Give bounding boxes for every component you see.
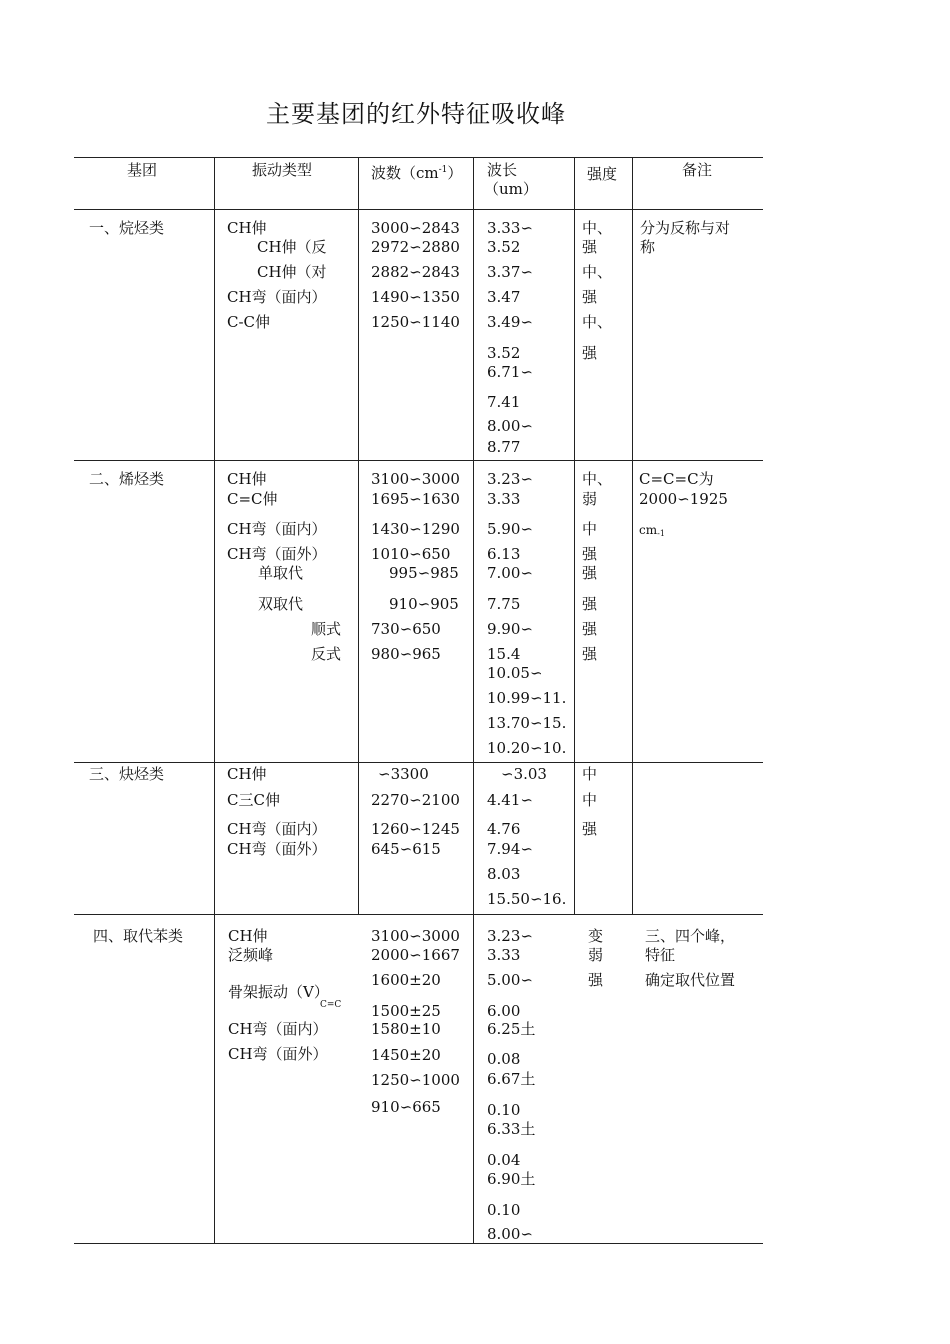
wavenumber-value: 1500±25 [371,1002,441,1020]
vibration-type: 反式 [311,645,342,663]
wavelength-value: 3.52 [487,238,521,256]
intensity-value: 中、 [582,470,613,488]
wavelength-value: 8.77 [487,438,521,456]
note-text: C=C=C为 [639,470,714,488]
vibration-type: 骨架振动（V） [228,983,329,1001]
wavelength-value: 8.03 [487,865,521,883]
wavelength-value: 3.23∽ [487,470,533,488]
wavelength-value: 6.00 [487,1002,521,1020]
wavelength-value: 10.99∽11. [487,689,567,707]
wavelength-value: 5.00∽ [487,971,533,989]
wavenumber-value: 1430∽1290 [371,520,460,538]
group-label: 四、取代苯类 [93,927,184,945]
intensity-value: 强 [582,344,598,362]
vibration-type: CH伸 [227,219,267,237]
wavenumber-value: 2000∽1667 [371,946,460,964]
note-text: 2000∽1925 [639,490,728,508]
intensity-value: 中 [582,791,598,809]
wavelength-value: 13.70∽15. [487,714,567,732]
header-vibration-type: 振动类型 [252,161,313,179]
header-group: 基团 [127,161,158,179]
group-label: 三、炔烃类 [89,765,165,783]
intensity-value: 弱 [588,946,604,964]
intensity-value: 中、 [582,313,613,331]
header-intensity: 强度 [587,165,618,183]
wavelength-value: ∽3.03 [501,765,547,783]
vibration-type: 单取代 [258,564,304,582]
wavelength-value: 3.33 [487,490,521,508]
intensity-value: 中 [582,520,598,538]
wavelength-value: 0.10 [487,1201,521,1219]
intensity-value: 强 [582,545,598,563]
header-bottom-rule [74,209,763,210]
wavenumber-value: 910∽665 [371,1098,441,1116]
intensity-value: 中、 [582,219,613,237]
wavelength-value: 10.05∽ [487,664,543,682]
note-text: 特征 [645,946,676,964]
wavelength-value: 6.13 [487,545,521,563]
wavelength-value: 6.33土 [487,1120,536,1138]
wavenumber-value: 3100∽3000 [371,927,460,945]
wavelength-value: 8.00∽ [487,1225,533,1243]
vibration-type: 顺式 [311,620,342,638]
wavenumber-value: 995∽985 [389,564,459,582]
wavelength-value: 3.33 [487,946,521,964]
intensity-value: 中 [582,765,598,783]
vibration-type: CH伸（反 [257,238,327,256]
vibration-type: CH弯（面内） [227,520,327,538]
header-wavenumber-close: ） [447,164,463,182]
intensity-value: 强 [582,564,598,582]
vibration-type: C三C伸 [227,791,280,809]
wavenumber-value: 1260∽1245 [371,820,460,838]
wavelength-value: 5.90∽ [487,520,533,538]
wavelength-value: 7.41 [487,393,521,411]
vibration-type: 双取代 [258,595,304,613]
wavenumber-value: 1450±20 [371,1046,441,1064]
vibration-type: CH弯（面内） [227,820,327,838]
vibration-type: CH弯（面外） [227,840,327,858]
wavelength-value: 6.25土 [487,1020,536,1038]
vibration-type: C-C伸 [227,313,271,331]
vibration-type: 泛频峰 [228,946,274,964]
group-label: 一、烷烃类 [89,219,165,237]
wavelength-value: 3.33∽ [487,219,533,237]
section-3-bottom-rule [74,914,763,915]
intensity-value: 强 [582,620,598,638]
note-unit [639,521,665,543]
vibration-type: CH弯（面内） [228,1020,328,1038]
wavelength-value: 0.04 [487,1151,521,1169]
wavenumber-value: 1250∽1000 [371,1071,460,1089]
wavenumber-value: 2270∽2100 [371,791,460,809]
wavelength-value: 6.67土 [487,1070,536,1088]
intensity-value: 强 [582,645,598,663]
wavelength-value: 7.75 [487,595,521,613]
note-unit-text: cm [639,523,658,537]
wavelength-value: 15.50∽16. [487,890,567,908]
group-label: 二、烯烃类 [89,470,165,488]
wavelength-value: 7.00∽ [487,564,533,582]
wavelength-value: 4.76 [487,820,521,838]
page-title: 主要基团的红外特征吸收峰 [266,100,566,128]
wavelength-value: 8.00∽ [487,417,533,435]
intensity-value: 变 [588,927,604,945]
wavelength-value: 15.4 [487,645,521,663]
vibration-subscript: C=C [320,1000,342,1010]
intensity-value: 强 [582,288,598,306]
note-unit-exponent: -1 [657,529,665,538]
vibration-type: CH伸 [227,470,267,488]
section-2-bottom-rule [74,762,763,763]
col-divider-1 [214,157,215,1243]
wavenumber-value: 910∽905 [389,595,459,613]
header-wavenumber-exponent: -1 [438,165,448,175]
wavelength-value: 3.23∽ [487,927,533,945]
wavenumber-value: 1490∽1350 [371,288,460,306]
wavelength-value: 3.47 [487,288,521,306]
note-text: 确定取代位置 [645,971,736,989]
wavelength-value: 3.37∽ [487,263,533,281]
wavelength-value: 3.52 [487,344,521,362]
wavenumber-value: 1600±20 [371,971,441,989]
wavenumber-value: 1010∽650 [371,545,451,563]
note-text: 分为反称与对 [640,219,731,237]
header-wavenumber [371,161,462,182]
wavelength-value: 6.90土 [487,1170,536,1188]
wavenumber-value: 2972∽2880 [371,238,460,256]
wavenumber-value: 1250∽1140 [371,313,460,331]
note-text: 称 [640,238,656,256]
section-1-bottom-rule [74,460,763,461]
wavenumber-value: 1695∽1630 [371,490,460,508]
vibration-type: CH伸 [228,927,268,945]
table-top-rule [74,157,763,158]
header-note: 备注 [682,161,713,179]
wavenumber-value: 2882∽2843 [371,263,460,281]
intensity-value: 弱 [582,490,598,508]
col-divider-5 [632,157,633,914]
wavelength-value: 0.10 [487,1101,521,1119]
header-wavelength-line2: （um） [484,180,538,198]
vibration-type: CH伸（对 [257,263,327,281]
wavelength-value: 7.94∽ [487,840,533,858]
wavenumber-value: 645∽615 [371,840,441,858]
intensity-value: 强 [588,971,604,989]
intensity-value: 强 [582,238,598,256]
wavenumber-value: 1580±10 [371,1020,441,1038]
vibration-type: CH弯（面外） [227,545,327,563]
header-wavenumber-text: 波数（cm [371,164,439,182]
wavelength-value: 10.20∽10. [487,739,567,757]
wavenumber-value: 3100∽3000 [371,470,460,488]
wavelength-value: 3.49∽ [487,313,533,331]
wavenumber-value: 3000∽2843 [371,219,460,237]
vibration-type: CH弯（面内） [227,288,327,306]
wavelength-value: 9.90∽ [487,620,533,638]
col-divider-2 [358,157,359,914]
vibration-type: C=C伸 [227,490,278,508]
vibration-type: CH伸 [227,765,267,783]
wavenumber-value: 980∽965 [371,645,441,663]
intensity-value: 强 [582,595,598,613]
intensity-value: 强 [582,820,598,838]
table-bottom-rule [74,1243,763,1244]
intensity-value: 中、 [582,263,613,281]
wavelength-value: 0.08 [487,1050,521,1068]
note-text: 三、四个峰， [645,927,736,945]
wavenumber-value: 730∽650 [371,620,441,638]
wavelength-value: 6.71∽ [487,363,533,381]
col-divider-4 [574,157,575,914]
header-wavelength-line1: 波长 [487,161,518,179]
wavelength-value: 4.41∽ [487,791,533,809]
col-divider-3 [473,157,474,1243]
wavenumber-value: ∽3300 [378,765,429,783]
vibration-type: CH弯（面外） [228,1045,328,1063]
